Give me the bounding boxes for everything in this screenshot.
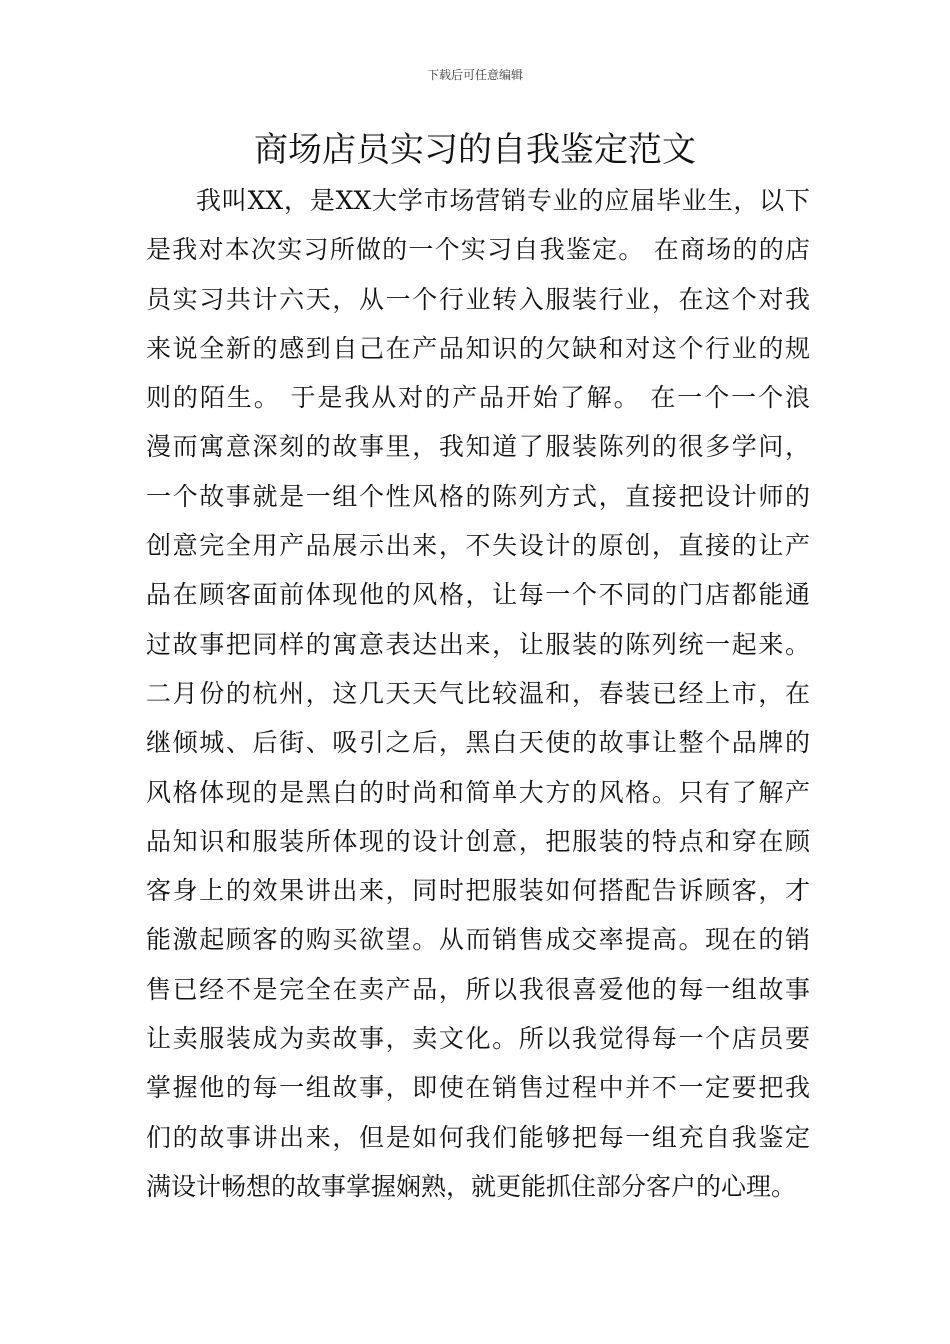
body-line: 二月份的杭州，这几天天气比较温和，春装已经上市，在: [146, 678, 810, 708]
body-line: 客身上的效果讲出来，同时把服装如何搭配告诉顾客，才: [146, 876, 810, 906]
body-line: 员实习共计六天，从一个行业转入服装行业，在这个对我: [146, 284, 810, 314]
body-line: 过故事把同样的寓意表达出来，让服装的陈列统一起来。: [146, 629, 810, 659]
body-line: 漫而寓意深刻的故事里，我知道了服装陈列的很多学问，: [146, 432, 810, 462]
body-line: 则的陌生。 于是我从对的产品开始了解。 在一个一个浪: [146, 383, 810, 413]
header-note: 下载后可任意编辑: [426, 68, 523, 82]
body-line: 我叫XX，是XX大学市场营销专业的应届毕业生，以下: [196, 186, 810, 215]
body-line: 品知识和服装所体现的设计创意，把服装的特点和穿在顾: [146, 826, 810, 856]
document-body: [146, 176, 810, 1211]
body-line: 让卖服装成为卖故事，卖文化。所以我觉得每一个店员要: [146, 1024, 810, 1054]
body-line: 一个故事就是一组个性风格的陈列方式，直接把设计师的: [146, 481, 810, 511]
body-line: 是我对本次实习所做的一个实习自我鉴定。 在商场的的店: [146, 235, 810, 265]
body-line: 继倾城、后街、吸引之后，黑白天使的故事让整个品牌的: [146, 728, 810, 758]
body-line: 能激起顾客的购买欲望。从而销售成交率提高。现在的销: [146, 925, 810, 955]
document-title: 商场店员实习的自我鉴定范文: [254, 130, 696, 170]
body-line: 品在顾客面前体现他的风格，让每一个不同的门店都能通: [146, 580, 810, 610]
body-line: 满设计畅想的故事掌握娴熟，就更能抓住部分客户的心理。: [146, 1171, 797, 1201]
body-line: 们的故事讲出来，但是如何我们能够把每一组充自我鉴定: [146, 1122, 810, 1152]
body-line: 售已经不是完全在卖产品，所以我很喜爱他的每一组故事: [146, 974, 810, 1004]
body-line: 来说全新的感到自己在产品知识的欠缺和对这个行业的规: [146, 333, 810, 363]
body-line: 掌握他的每一组故事，即使在销售过程中并不一定要把我: [146, 1073, 810, 1103]
body-line: 风格体现的是黑白的时尚和简单大方的风格。只有了解产: [146, 777, 810, 807]
body-line: 创意完全用产品展示出来，不失设计的原创，直接的让产: [146, 531, 810, 561]
